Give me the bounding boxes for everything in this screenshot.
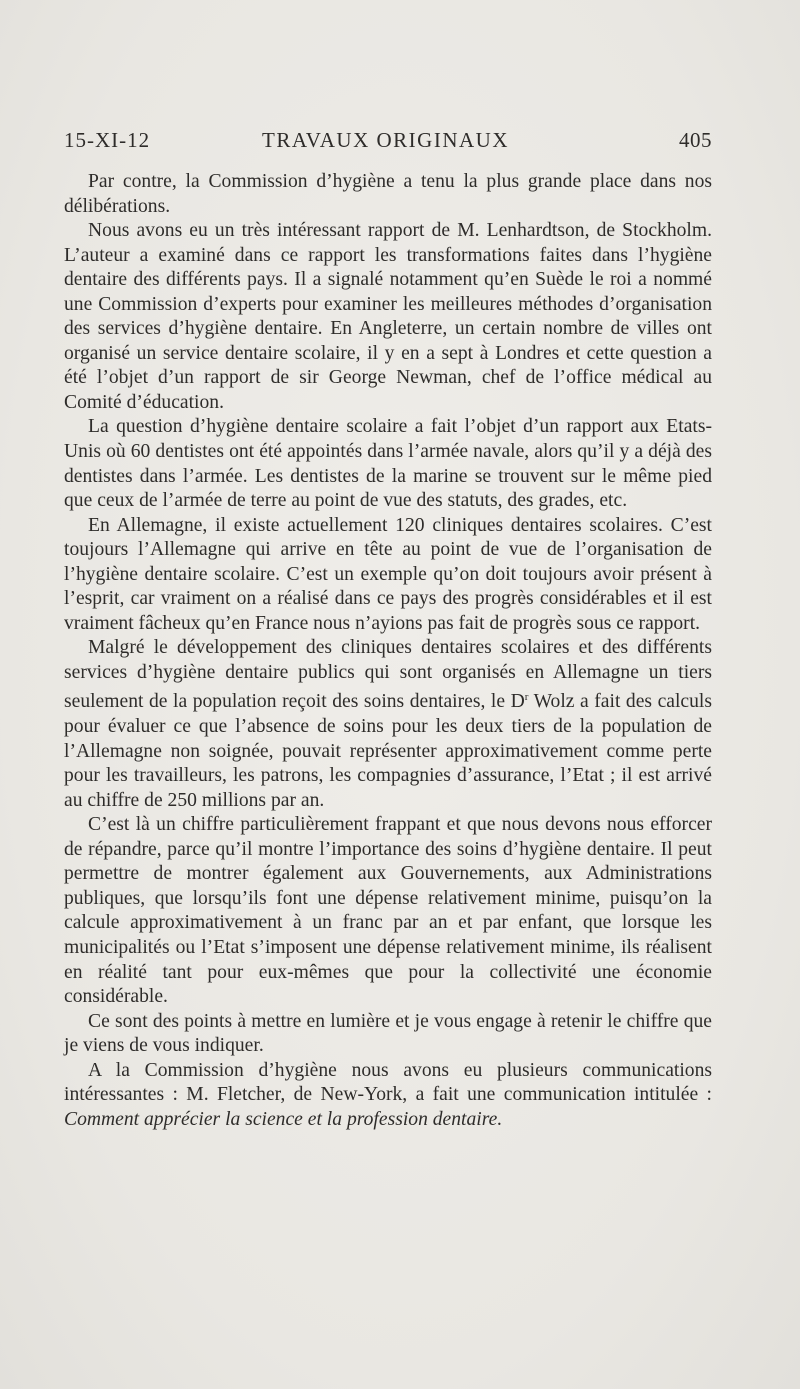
paragraph: La question d’hygiène dentaire scolaire a fait l’objet d’un rapport aux Etats-Unis où 60 dentistes ont été appointés dans l’armée navale, alors qu’il y a déjà des dentistes dans l’armée. Les dentistes de la marine se trouvent sur le même pied que ceux de l’armée de terre au point de vue des statuts, des grades, etc. xyxy=(64,416,712,512)
paragraph: C’est là un chiffre particulièrement frappant et que nous devons nous efforcer de répandre, parce qu’il montre l’importance des soins d’hygiène dentaire. Il peut permettre de montrer également aux Gouvernements, aux Administrations publiques, que lorsqu’ils font une dépense relativement minime, puisqu’on la calcule approximativement à un franc par an et par enfant, que lorsque les municipalités ou l’Etat s’imposent une dépense relativement minime, ils réalisent en réalité tant pour eux-mêmes que pour la collectivité une économie considérable. xyxy=(64,814,712,1008)
communication-title: Comment apprécier la science et la profession dentaire. xyxy=(64,1108,503,1130)
paragraph-text: A la Commission d’hygiène nous avons eu plusieurs communications intéressantes : M. Fletcher, de New-York, a fait une communication intitulée : xyxy=(64,1059,712,1106)
paragraph: Ce sont des points à mettre en lumière et je vous engage à retenir le chiffre que je viens de vous indiquer. xyxy=(64,1010,712,1057)
running-header xyxy=(64,128,712,158)
header-title: TRAVAUX ORIGINAUX xyxy=(262,128,509,152)
paragraph: En Allemagne, il existe actuellement 120 cliniques dentaires scolaires. C’est toujours l’Allemagne qui arrive en tête au point de vue de l’organisation de l’hygiène dentaire scolaire. C’est un exemple qu’on doit toujours avoir présent à l’esprit, car vraiment on a réalisé dans ce pays des progrès considérables et il est vraiment fâcheux qu’en France nous n’ayions pas fait de progrès sous ce rapport. xyxy=(64,514,712,634)
paragraph xyxy=(64,1059,712,1133)
header-date: 15-XI-12 xyxy=(64,128,151,152)
paragraph: Nous avons eu un très intéressant rapport de M. Lenhardtson, de Stockholm. L’auteur a examiné dans ce rapport les transformations faites dans l’hygiène dentaire des différents pays. Il a signalé notamment qu’en Suède le roi a nommé une Commission d’experts pour examiner les meilleures méthodes d’organisation des services d’hygiène dentaire. En Angleterre, un certain nombre de villes ont organisé un service dentaire scolaire, il y en a sept à Londres et cette question a été l’objet d’un rapport de sir George Newman, chef de l’office médical au Comité d’éducation. xyxy=(64,220,712,413)
body-text xyxy=(64,170,712,1132)
superscript: r xyxy=(524,691,529,704)
page-number: 405 xyxy=(679,128,712,152)
paragraph: Par contre, la Commission d’hygiène a tenu la plus grande place dans nos délibérations. xyxy=(64,171,712,217)
paragraph xyxy=(64,636,712,813)
paragraph-text: Wolz a fait des calculs pour évaluer ce que l’absence de soins pour les deux tiers de la population de l’Allemagne non soignée, pouvait représenter approximativement comme perte pour les travailleurs, les patrons, les compagnies d’assurance, l’Etat ; il est arrivé au chiffre de 250 millions par an. xyxy=(64,691,712,811)
paragraph-text: Malgré le développement des cliniques dentaires scolaires et des différents services d’hygiène dentaire publics qui sont organisés en Allemagne un tiers seulement de la population reçoit des soins dentaires, le D xyxy=(64,637,712,713)
